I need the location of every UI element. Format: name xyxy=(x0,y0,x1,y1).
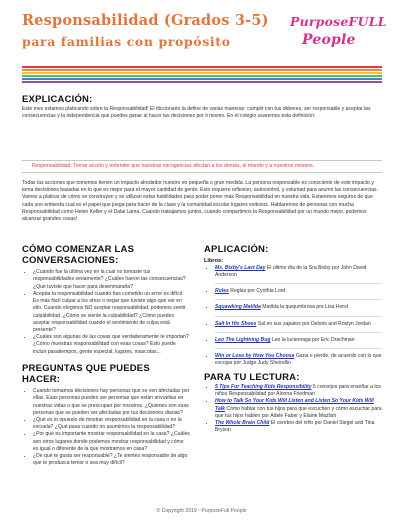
book-description: Leo la luciernaga por Eric Drachman xyxy=(270,336,355,343)
lectura-heading: PARA TU LECTURA: xyxy=(204,372,300,384)
left-column xyxy=(22,245,190,468)
conversaciones-list xyxy=(22,269,190,356)
purposefull-people-logo xyxy=(290,10,387,60)
book-description: Sal en sus zapatos por Deloris and Roslyn Jordan xyxy=(256,320,371,327)
list-item xyxy=(215,337,382,344)
book-description: Matilda la quejumbrosa por Lisa Horst xyxy=(260,304,349,311)
libros-label: Libros: xyxy=(204,257,223,264)
list-item: • ¿Cuáles son algunas de las cosas que verdaderamente te importan? ¿Cómo muestras responsabilidad con esas cosas? Esto puede incluir pasatiempos, gente especial, lugares, mascotas... xyxy=(33,334,190,356)
conversaciones-list-wrap xyxy=(22,269,190,356)
definition-box xyxy=(22,160,382,173)
book-title-link[interactable]: 5 Tips For Teaching Kids Responsibility xyxy=(215,384,312,390)
conversaciones-heading: CÓMO COMENZAR LAS CONVERSACIONES: xyxy=(22,244,135,266)
book-description: El cerebro del niño por Daniel Siegel and Tina Bryson xyxy=(215,420,375,434)
list-item xyxy=(215,398,382,420)
stripe xyxy=(22,69,382,71)
book-title-link[interactable]: Leo The Lightning Bug xyxy=(215,336,271,343)
book-title-link[interactable]: Rules xyxy=(215,288,229,295)
reading-list xyxy=(204,384,382,435)
divider xyxy=(215,348,382,349)
divider xyxy=(215,299,382,300)
book-description: Reglas por Cynthia Lord xyxy=(228,288,286,295)
preguntas-heading: PREGUNTAS QUE PUEDES HACER: xyxy=(22,362,150,385)
book-title-link[interactable]: The Whole Brain Child xyxy=(215,420,270,427)
divider xyxy=(215,283,382,284)
list-item xyxy=(215,304,382,311)
logo-line-2: People xyxy=(302,32,356,48)
page-subtitle: para familias con propósito xyxy=(22,34,231,49)
explicacion-section xyxy=(22,95,382,120)
rainbow-stripes xyxy=(22,66,382,84)
divider xyxy=(215,332,382,333)
preguntas-list xyxy=(22,388,190,467)
list-item: • ¿Por qué es importante mostrar responsabilidad en la casa? ¿Cuáles son otros lugares donde podemos mostrar responsabilidad y cómo es igual o diferente de la que mostramos en casa? xyxy=(33,431,190,453)
stripe xyxy=(22,81,382,83)
right-column xyxy=(204,245,382,435)
list-item: • Aceptar la responsabilidad cuando has cometido un error es difícil. Es más fácil culpar a los otros o negar que tuviste algo que ver en ello. Cuando elegimos NO aceptar responsabilidad, podemos sentir culpabilidad. ¿Cómo se siente la culpabilidad? ¿Cómo puedes aceptar responsabilidad cuando el sentimiento de culpa está presente? xyxy=(33,291,190,334)
list-item: • ¿De qué te gusta ser responsable? ¿Te sientes responsable de algo que te produzca temor o sea muy difícil? xyxy=(33,453,190,467)
books-list xyxy=(204,265,382,368)
book-title-link[interactable]: How to Talk So Your Kids Will Listen and Listen So Your Kids Will Talk xyxy=(215,398,374,412)
aplicacion-heading: APLICACIÓN: xyxy=(204,244,269,255)
stripe xyxy=(22,75,382,77)
footer-copyright: © Copyright 2019 - PurposeFull People xyxy=(156,508,247,514)
book-description: Cómo hablar con tus hijos para que escuchen y cómo escuchar para que tus hijos hablen por Adele Faber y Elaine Mazlish xyxy=(215,405,382,419)
stripe xyxy=(22,78,382,80)
stripe xyxy=(22,66,382,68)
book-description: El último día de la Sra.Bixby por John David Anderson xyxy=(215,264,367,278)
explicacion-paragraph-2-block xyxy=(22,180,382,223)
list-item xyxy=(215,353,382,367)
list-item: • ¿Qué es lo opuesto de mostrar responsabilidad en la casa o en la escuela? ¿Qué pasa cuando no asumimos la responsabilidad? xyxy=(33,417,190,431)
list-item: • Cuando tomamos decisiones hay personas que se ven afectadas por ellas. Esas personas pueden ser personas que están envueltas en nuestras vidas o que se preocupan por nosotros. ¿Quienes son esas personas que se pueden ver afectadas por tus decisiones diarias? xyxy=(33,388,190,417)
stripe xyxy=(22,72,382,74)
divider xyxy=(215,316,382,317)
list-item xyxy=(215,288,382,295)
list-item xyxy=(215,420,382,434)
list-item xyxy=(215,384,382,398)
book-description: 5 consejos para enseñar a los niños Responsabilidad por Alonna Friedman xyxy=(215,384,381,398)
list-item xyxy=(215,321,382,328)
page-title: Responsabilidad (Grados 3-5) xyxy=(22,12,269,29)
explicacion-paragraph-2: Todas las acciones que tomemos tienen un impacto alrededor nuestro en pequeña o gran medida. La persona responsable es consciente de este impacto y toma decisiones basadas en lo que es mejor para el mayor cantidad de gente. Esto requiere reflexion, autocontrol, y voluntad para asumir las consecuencias. Vamos a platicar de cómo se construyen y se utilizan estas habilidades para poder poner más Responsabilidad en nuestra vida. Estaremos seguros de que cada uno entienda cual es el papel que juega para hacer de la clase y la comunidad escolar lugares exitosos. Hablaremos de personas con mucha Responsabilidad como Helen Keller y el Dalai Lama. Cuando trabajamos juntos, cuando compartimos la Responsabilidad por un mundo mejor, podemos alcanzar grandes cosas! xyxy=(22,180,378,223)
book-title-link[interactable]: Win or Lose by How You Choose xyxy=(215,352,295,359)
explicacion-paragraph: Este mes estamos platicando sobre la Responsabilidad! El diccionario la define de varias maneras: cumplir con tus deberes, ser responsable y aceptar las consecuencias y la independencia que puedes ganar al hacer las decisiones por ti mismo. En el colegio usaremos esta definición: xyxy=(22,105,371,119)
definition-text: Responsabilidad: Tomar acción y entender que nuestras escogencias afectan a los demás, al mundo y a nuestros mismos. xyxy=(32,163,315,169)
list-item xyxy=(215,265,382,279)
explicacion-heading: EXPLICACIÓN: xyxy=(22,94,93,105)
book-title-link[interactable]: Squawking Matilda xyxy=(215,304,261,311)
book-description: Gana o pierde, de acuerdo con lo que escojas por Judge Judy Sheindlin xyxy=(215,352,382,367)
list-item: • ¿Cuándo fue la última vez en la cual no tomaste tus responsabilidades seriamente? ¿Cuáles fueron las consecuencias?¿Qué tuviste que hacer para desenmararla? xyxy=(33,269,190,291)
book-title-link[interactable]: Salt In His Shoes xyxy=(215,320,257,327)
logo-line-1: PurposeFULL xyxy=(290,14,387,29)
book-title-link[interactable]: Ms. Bixby's Last Day xyxy=(215,264,266,271)
